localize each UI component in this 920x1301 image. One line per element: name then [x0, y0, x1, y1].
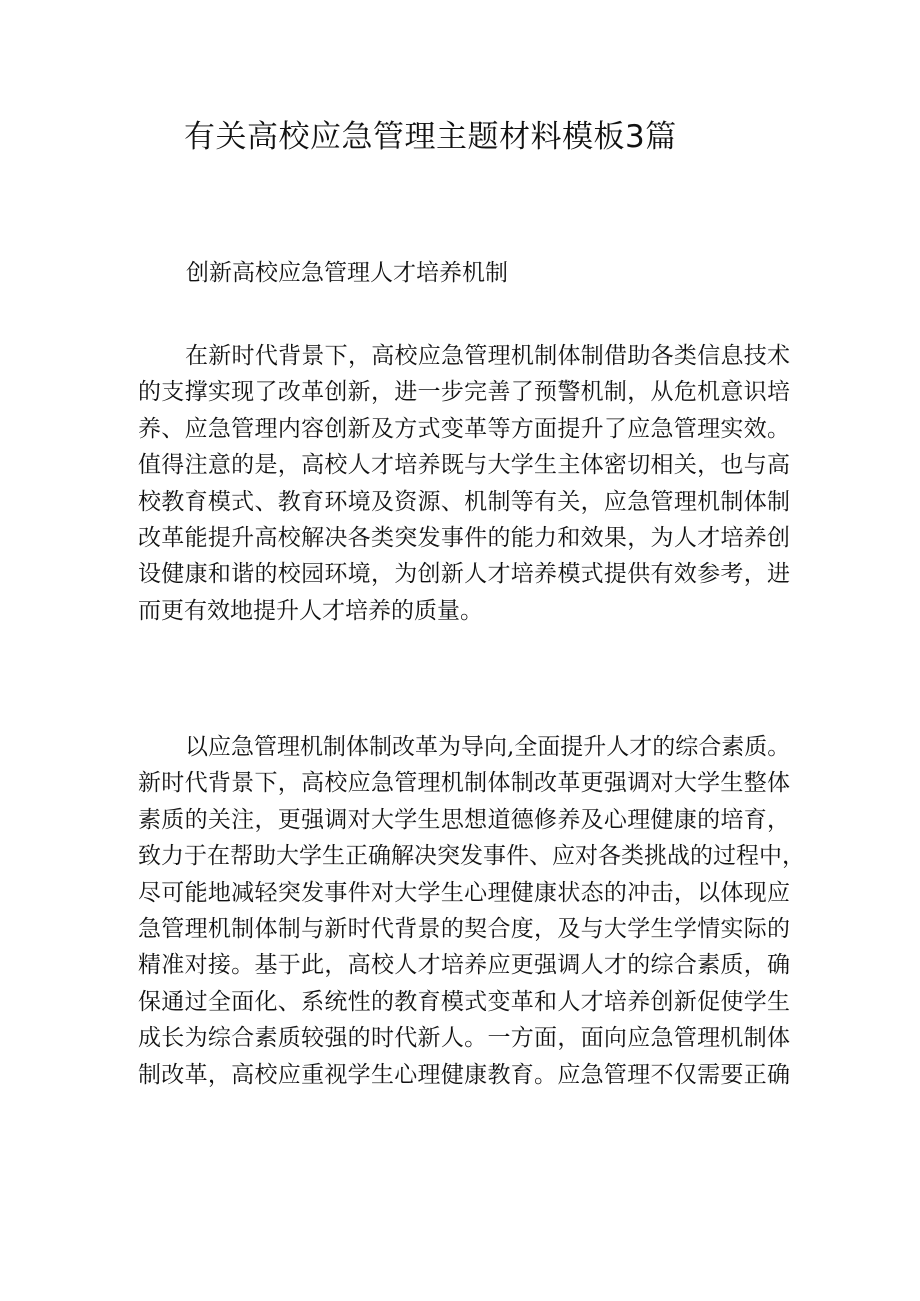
- paragraph-line: 保通过全面化、系统性的教育模式变革和人才培养创新促使学生: [138, 988, 790, 1015]
- paragraph-line: 而更有效地提升人才培养的质量。: [138, 597, 483, 624]
- paragraph-line: 急管理机制体制与新时代背景的契合度，及与大学生学情实际的: [138, 915, 790, 942]
- paragraph-line: 新时代背景下，高校应急管理机制体制改革更强调对大学生整体: [138, 770, 790, 797]
- paragraph-line: 素质的关注，更强调对大学生思想道德修养及心理健康的培育，: [138, 806, 790, 833]
- paragraph-line: 改革能提升高校解决各类突发事件的能力和效果，为人才培养创: [138, 524, 790, 551]
- section-heading: 创新高校应急管理人才培养机制: [186, 260, 508, 286]
- paragraph-line: 尽可能地减轻突发事件对大学生心理健康状态的冲击，以体现应: [138, 879, 790, 906]
- paragraph-line: 致力于在帮助大学生正确解决突发事件、应对各类挑战的过程中，: [138, 843, 805, 870]
- paragraph-line: 养、应急管理内容创新及方式变革等方面提升了应急管理实效。: [138, 415, 790, 442]
- paragraph-1: [138, 338, 790, 629]
- paragraph-line: 成长为综合素质较强的时代新人。一方面，面向应急管理机制体: [138, 1025, 790, 1052]
- paragraph-line: 设健康和谐的校园环境，为创新人才培养模式提供有效参考，进: [138, 561, 790, 588]
- paragraph-line: 的支撑实现了改革创新，进一步完善了预警机制，从危机意识培: [138, 379, 790, 406]
- paragraph-line: 以应急管理机制体制改革为导向,全面提升人才的综合素质。: [185, 734, 791, 760]
- paragraph-line: 在新时代背景下，高校应急管理机制体制借助各类信息技术: [185, 343, 790, 369]
- paragraph-line: 精准对接。基于此，高校人才培养应更强调人才的综合素质，确: [138, 952, 790, 979]
- paragraph-line: 校教育模式、教育环境及资源、机制等有关，应急管理机制体制: [138, 488, 790, 515]
- paragraph-line: 值得注意的是，高校人才培养既与大学生主体密切相关，也与高: [138, 452, 790, 479]
- paragraph-2: [138, 729, 805, 1093]
- paragraph-line: 制改革，高校应重视学生心理健康教育。应急管理不仅需要正确: [138, 1061, 790, 1088]
- document-title: 有关高校应急管理主题材料模板3篇: [184, 119, 677, 155]
